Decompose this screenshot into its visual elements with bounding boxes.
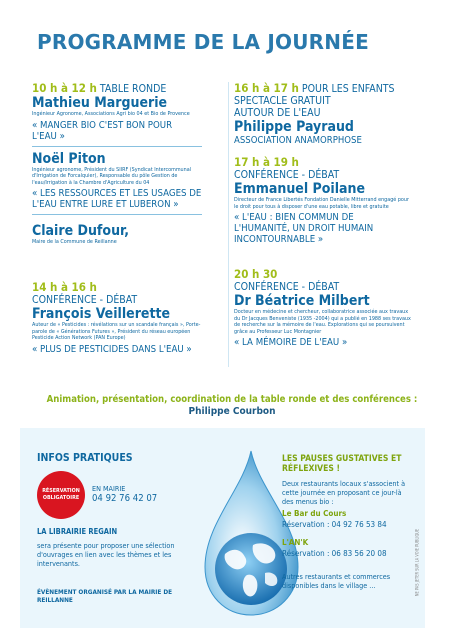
talk-title: « LA MÉMOIRE DE L'EAU » [234,337,348,349]
reservation-stamp: RÉSERVATION OBLIGATOIRE [37,471,85,519]
restaurant-2-name: L'AN'K [282,538,309,547]
time-label: 16 h à 17 h [234,81,299,95]
speaker-name: François Veillerette [32,306,171,322]
session-kind: POUR LES ENFANTS [301,83,395,95]
speaker-desc: Directeur de France Libertés Fondation Danielle Mitterrand engagé pour le droit pour tous à disposer d'une eau potable, libre et gratuite [234,197,409,210]
speaker-desc: Docteur en médecine et chercheur, collaboratrice associée aux travaux du Dr Jacques Benveniste (1935 -2004) qui a publié en 1988 ses travaux de recherche sur la mémoire de l'eau. Explorations qui se poursuivent grâce au Professeur Luc Montagnier [234,309,411,335]
pauses-intro: Deux restaurants locaux s'associent à cette journée en proposant ce jour-là des menus bio : [282,479,406,506]
infos-title: INFOS PRATIQUES [37,452,133,464]
speaker-name: Emmanuel Poilane [234,181,366,197]
time-label: 14 h à 16 h [32,280,97,294]
speaker-desc: Ingénieur Agronome, Associations Agri bio 04 et Bio de Provence [32,111,190,117]
talk-title: « PLUS DE PESTICIDES DANS L'EAU » [32,343,192,355]
divider [32,214,202,215]
speaker-desc: Ingénieur agronome, Président du SIIRF (Syndicat Intercommunal d'Irrigation de Forcalquier), Responsable du pôle Gestion de l'eau/Irrigation à la Chambre d'Agriculture du 04 [32,166,192,186]
talk-title: « LES RESSOURCES ET LES USAGES DE L'EAU ENTRE LURE ET LUBERON » [32,188,202,211]
right-block-2 [234,156,429,245]
librairie-text: sera présente pour proposer une sélection d'ouvrages en lien avec les thèmes et les intervenants. [37,541,175,568]
animation-credit: Animation, présentation, coordination de la table ronde et des conférences : [46,394,418,405]
speaker-desc: Auteur de « Pesticides : révélations sur un scandale français », Porte-parole de « Générations Futures », Président du réseau européen Pesticide Action Network (PAN Europe) [32,322,201,342]
restaurant-1-name: Le Bar du Cours [282,509,347,518]
speaker-name: Claire Dufour, [32,223,129,240]
pauses-outro: Autres restaurants et commerces disponibles dans le village ... [282,572,391,590]
time-label: 20 h 30 [234,267,278,281]
show-line: SPECTACLE GRATUIT [234,95,331,107]
side-note: NE PAS JETER SUR LA VOIE PUBLIQUE [414,528,420,597]
restaurant-2-phone: Réservation : 06 83 56 20 08 [282,549,387,558]
right-block-3 [234,268,429,348]
session-kind: TABLE RONDE [99,83,167,95]
session-kind: CONFÉRENCE - DÉBAT [32,294,138,306]
librairie-title: LA LIBRAIRIE REGAIN [37,527,118,536]
talk-title: « L'EAU : BIEN COMMUN DE L'HUMANITÉ, UN DROIT HUMAIN INCONTOURNABLE » [234,212,374,246]
animation-name: Philippe Courbon [188,406,276,417]
right-block-1 [234,82,429,147]
time-label: 17 h à 19 h [234,155,299,169]
speaker-name: Philippe Payraud [234,119,354,135]
speaker-desc: Maire de la Commune de Reillanne [32,239,117,246]
session-kind: CONFÉRENCE - DÉBAT [234,281,340,293]
speaker-name: Dr Béatrice Milbert [234,293,370,309]
time-label: 10 h à 12 h [32,81,97,95]
divider [32,146,202,147]
mairie-phone: 04 92 76 42 07 [92,493,158,504]
show-line: AUTOUR DE L'EAU [234,107,321,119]
left-block-1 [32,82,227,246]
speaker-name: Noël Piton [32,150,106,167]
pauses-title: LES PAUSES GUSTATIVES ET RÉFLEXIVES ! [282,454,402,474]
left-block-2 [32,281,227,355]
speaker-name: Mathieu Marguerie [32,95,168,111]
organizer-note: ÉVÈNEMENT ORGANISÉ PAR LA MAIRIE DE REILLANNE [37,588,173,604]
column-separator [228,82,229,367]
water-drop-globe-icon [203,449,300,617]
session-kind: CONFÉRENCE - DÉBAT [234,169,340,181]
page-title: PROGRAMME DE LA JOURNÉE [37,30,369,54]
association-name: ASSOCIATION ANAMORPHOSE [234,135,362,146]
restaurant-1-phone: Réservation : 04 92 76 53 84 [282,520,387,529]
mairie-label: EN MAIRIE [92,484,126,493]
talk-title: « MANGER BIO C'EST BON POUR L'EAU » [32,119,173,142]
